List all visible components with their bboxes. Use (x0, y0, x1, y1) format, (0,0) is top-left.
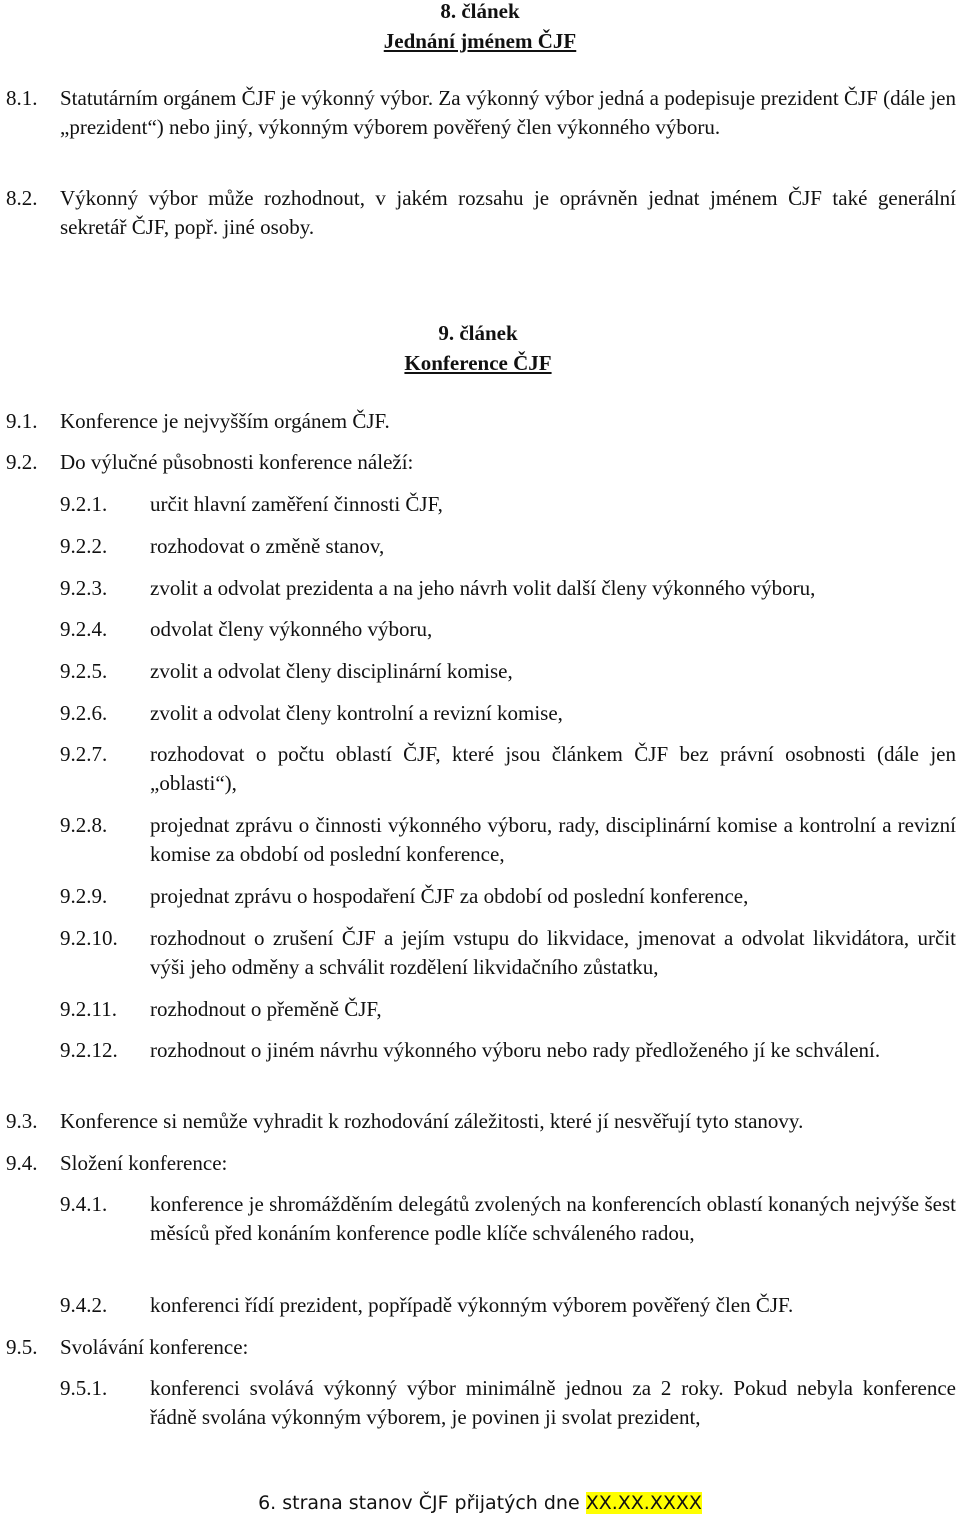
item-number: 9.4.1. (60, 1192, 108, 1216)
item-number: 9.2.9. (60, 884, 108, 908)
item-text: rozhodovat o změně stanov, (150, 534, 385, 558)
section-text: Konference je nejvyšším orgánem ČJF. (60, 409, 390, 433)
item-text: konference je shromážděním delegátů zvolených na konferencích oblastí konaných nejvýše šest měsíců před konáním konference podle klíče schváleného radou, (150, 1192, 956, 1245)
item-9-2-2 (60, 532, 956, 561)
item-number: 9.2.6. (60, 701, 108, 725)
article-8-header (300, 0, 660, 56)
section-9-3 (6, 1107, 956, 1136)
section-8-1 (6, 84, 956, 142)
item-text: zvolit a odvolat členy kontrolní a revizní komise, (150, 701, 563, 725)
article-8-heading: 8. článek (440, 0, 520, 23)
footer-date-highlight: XX.XX.XXXX (585, 1492, 702, 1514)
article-9-header (328, 318, 628, 378)
item-9-2-4 (60, 615, 956, 644)
item-9-2-9 (60, 882, 956, 911)
section-number: 8.1. (6, 86, 38, 110)
section-number: 9.5. (6, 1335, 38, 1359)
item-9-2-3 (60, 574, 956, 603)
item-9-2-11 (60, 995, 956, 1024)
section-9-5 (6, 1333, 956, 1362)
item-number: 9.4.2. (60, 1293, 108, 1317)
item-number: 9.2.2. (60, 534, 108, 558)
item-9-2-5 (60, 657, 956, 686)
item-text: konferenci svolává výkonný výbor minimálně jednou za 2 roky. Pokud nebyla konference řádně svolána výkonným výborem, je povinen ji svolat prezident, (150, 1376, 956, 1429)
item-9-2-1 (60, 490, 956, 519)
item-number: 9.2.12. (60, 1038, 118, 1062)
article-9-heading: 9. článek (438, 321, 518, 345)
item-text: rozhodnout o jiném návrhu výkonného výboru nebo rady předloženého jí ke schválení. (150, 1038, 881, 1062)
item-9-2-12 (60, 1036, 956, 1065)
article-9-title: Konference ČJF (404, 351, 552, 375)
section-text: Svolávání konference: (60, 1335, 249, 1359)
section-text: Složení konference: (60, 1151, 228, 1175)
item-text: rozhodnout o přeměně ČJF, (150, 997, 382, 1021)
item-number: 9.2.5. (60, 659, 108, 683)
item-9-4-2 (60, 1291, 956, 1320)
section-text: Do výlučné působnosti konference náleží: (60, 450, 414, 474)
item-number: 9.2.11. (60, 997, 117, 1021)
item-number: 9.2.4. (60, 617, 108, 641)
item-number: 9.2.3. (60, 576, 108, 600)
item-text: odvolat členy výkonného výboru, (150, 617, 433, 641)
item-9-2-8 (60, 811, 956, 869)
item-text: rozhodovat o počtu oblastí ČJF, které jsou článkem ČJF bez právní osobnosti (dále jen „oblasti“), (150, 742, 956, 795)
item-text: zvolit a odvolat členy disciplinární komise, (150, 659, 513, 683)
item-text: konferenci řídí prezident, popřípadě výkonným výborem pověřený člen ČJF. (150, 1293, 794, 1317)
section-number: 9.3. (6, 1109, 38, 1133)
section-text: Výkonný výbor může rozhodnout, v jakém rozsahu je oprávněn jednat jménem ČJF také generální sekretář ČJF, popř. jiné osoby. (60, 186, 956, 239)
section-text: Konference si nemůže vyhradit k rozhodování záležitosti, které jí nesvěřují tyto stanovy. (60, 1109, 804, 1133)
item-text: zvolit a odvolat prezidenta a na jeho návrh volit další členy výkonného výboru, (150, 576, 816, 600)
item-number: 9.2.7. (60, 742, 108, 766)
item-text: určit hlavní zaměření činnosti ČJF, (150, 492, 443, 516)
item-9-4-1 (60, 1190, 956, 1248)
article-8-title: Jednání jménem ČJF (383, 29, 577, 53)
item-number: 9.5.1. (60, 1376, 108, 1400)
item-9-2-6 (60, 699, 956, 728)
item-text: projednat zprávu o činnosti výkonného výboru, rady, disciplinární komise a kontrolní a revizní komise za období od poslední konference, (150, 813, 956, 866)
item-number: 9.2.8. (60, 813, 108, 837)
page-footer (0, 1490, 960, 1516)
item-9-2-10 (60, 924, 956, 982)
item-text: rozhodnout o zrušení ČJF a jejím vstupu do likvidace, jmenovat a odvolat likvidátora, určit výši jeho odměny a schválit rozdělení likvidačního zůstatku, (150, 926, 956, 979)
section-9-2 (6, 448, 956, 477)
section-number: 9.4. (6, 1151, 38, 1175)
item-9-5-1 (60, 1374, 956, 1432)
item-number: 9.2.1. (60, 492, 108, 516)
item-text: projednat zprávu o hospodaření ČJF za období od poslední konference, (150, 884, 749, 908)
section-9-1 (6, 407, 956, 436)
item-number: 9.2.10. (60, 926, 118, 950)
footer-text: 6. strana stanov ČJF přijatých dne (258, 1492, 586, 1514)
section-number: 9.1. (6, 409, 38, 433)
section-8-2 (6, 184, 956, 242)
section-number: 8.2. (6, 186, 38, 210)
section-text: Statutárním orgánem ČJF je výkonný výbor. Za výkonný výbor jedná a podepisuje prezident ČJF (dále jen „prezident“) nebo jiný, výkonným výborem pověřený člen výkonného výboru. (60, 86, 956, 139)
section-9-4 (6, 1149, 956, 1178)
item-9-2-7 (60, 740, 956, 798)
section-number: 9.2. (6, 450, 38, 474)
